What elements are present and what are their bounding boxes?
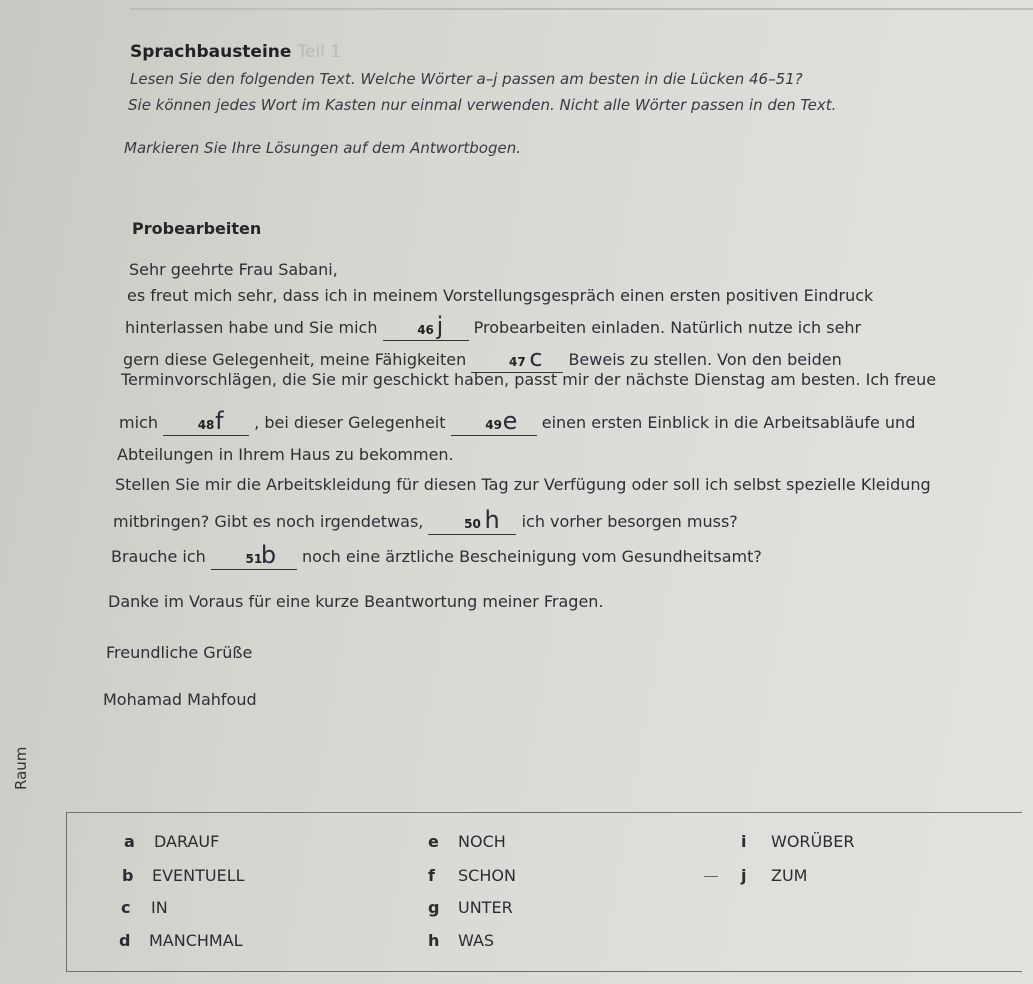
gap-number: 49	[485, 418, 502, 432]
handwritten-answer: f	[215, 407, 224, 435]
gap-51[interactable]	[211, 541, 297, 570]
option-word: WAS	[458, 931, 495, 950]
letter-closing: Freundliche Grüße	[106, 643, 253, 662]
option-letter: e	[428, 832, 439, 851]
instruction-line-1: Lesen Sie den folgenden Text. Welche Wörter a–j passen am besten in die Lücken 46–51?	[130, 70, 803, 88]
letter-line-8	[113, 506, 738, 535]
option-letter: h	[428, 931, 440, 950]
option-letter: a	[124, 832, 135, 851]
text-segment: gern diese Gelegenheit, meine Fähigkeiten	[123, 350, 467, 369]
option-f	[428, 866, 516, 885]
text-segment: , bei dieser Gelegenheit	[254, 413, 446, 432]
option-letter: g	[428, 898, 440, 917]
option-i	[741, 832, 854, 851]
option-word: IN	[151, 898, 168, 917]
letter-line-10: Danke im Voraus für eine kurze Beantwortung meiner Fragen.	[108, 592, 604, 611]
option-letter: f	[428, 866, 435, 885]
letter-line-9	[111, 541, 762, 570]
letter-line-1: es freut mich sehr, dass ich in meinem Vorstellungsgespräch einen ersten positiven Eindruck	[127, 286, 874, 305]
letter-salutation: Sehr geehrte Frau Sabani,	[129, 260, 338, 279]
option-b	[122, 866, 245, 885]
option-word: ZUM	[771, 866, 808, 885]
gap-48[interactable]	[163, 407, 249, 436]
handwritten-answer: b	[260, 541, 277, 569]
instruction-line-3: Markieren Sie Ihre Lösungen auf dem Antwortbogen.	[124, 139, 521, 157]
option-word: MANCHMAL	[149, 931, 243, 950]
letter-subject: Probearbeiten	[132, 219, 262, 238]
text-segment: Brauche ich	[111, 547, 206, 566]
gap-number: 48	[197, 418, 215, 432]
option-g	[428, 898, 513, 917]
letter-line-6: Abteilungen in Ihrem Haus zu bekommen.	[117, 445, 454, 464]
pencil-mark	[704, 876, 718, 877]
page-top-edge	[130, 8, 1033, 10]
option-letter: d	[119, 931, 131, 950]
handwritten-answer: e	[502, 407, 518, 435]
letter-line-5	[119, 407, 916, 436]
option-letter: c	[121, 898, 131, 917]
gap-49[interactable]	[451, 407, 537, 436]
title-part-label: Teil 1	[297, 42, 342, 62]
gap-number: 47	[508, 355, 526, 369]
option-word: UNTER	[458, 898, 513, 917]
gap-number: 50	[464, 517, 481, 531]
option-word: NOCH	[458, 832, 506, 851]
gap-number: 51	[245, 552, 263, 566]
letter-line-2	[125, 312, 862, 341]
text-segment: hinterlassen habe und Sie mich	[125, 318, 378, 337]
option-d	[119, 931, 243, 950]
gap-46[interactable]	[383, 312, 469, 341]
letter-line-4: Terminvorschlägen, die Sie mir geschickt haben, passt mir der nächste Dienstag am besten. Ich freue	[121, 370, 937, 389]
option-h	[428, 931, 494, 950]
option-a	[124, 832, 219, 851]
option-word: WORÜBER	[771, 832, 855, 851]
text-segment: Probearbeiten einladen. Natürlich nutze ich sehr	[473, 318, 862, 337]
handwritten-answer: c	[529, 344, 543, 372]
handwritten-answer: h	[484, 506, 500, 534]
text-segment: noch eine ärztliche Bescheinigung vom Gesundheitsamt?	[301, 547, 762, 566]
option-word: EVENTUELL	[152, 866, 245, 885]
option-letter: i	[741, 832, 747, 851]
letter-line-7: Stellen Sie mir die Arbeitskleidung für diesen Tag zur Verfügung oder soll ich selbst spezielle Kleidung	[115, 475, 931, 494]
option-e	[428, 832, 506, 851]
title-text: Sprachbausteine	[130, 42, 292, 62]
gap-50[interactable]	[428, 506, 516, 535]
text-segment: mich	[119, 413, 158, 432]
option-c	[121, 898, 168, 917]
handwritten-answer: j	[436, 312, 444, 340]
letter-signature: Mohamad Mahfoud	[103, 690, 257, 709]
text-segment: einen ersten Einblick in die Arbeitsabläufe und	[541, 413, 916, 432]
option-letter: b	[122, 866, 134, 885]
text-segment: ich vorher besorgen muss?	[521, 512, 738, 531]
option-j	[741, 866, 807, 885]
text-segment: mitbringen? Gibt es noch irgendetwas,	[113, 512, 424, 531]
section-title	[130, 42, 341, 62]
instruction-line-2: Sie können jedes Wort im Kasten nur einmal verwenden. Nicht alle Wörter passen in den Text.	[128, 96, 837, 114]
option-word: DARAUF	[154, 832, 220, 851]
option-word: SCHON	[458, 866, 516, 885]
option-letter: j	[741, 866, 747, 885]
gap-number: 46	[417, 323, 434, 337]
side-label: Raum	[12, 746, 30, 790]
text-segment: Beweis zu stellen. Von den beiden	[568, 350, 842, 369]
